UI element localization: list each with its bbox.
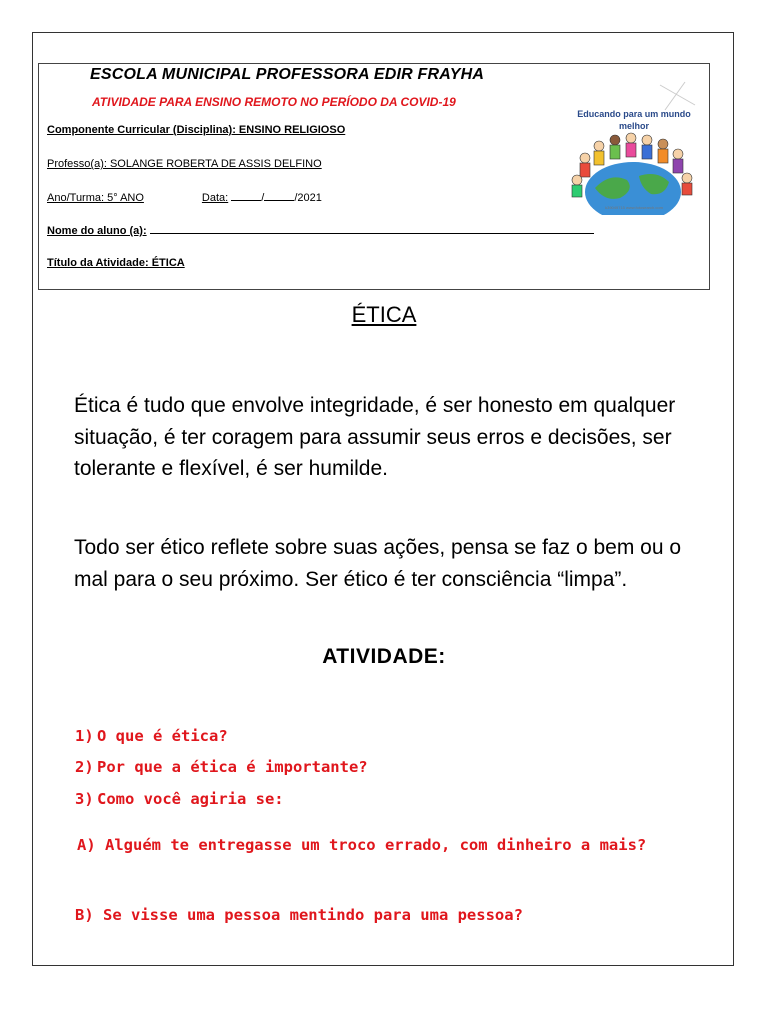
question-1 bbox=[75, 727, 228, 745]
activity-subtitle: ATIVIDADE PARA ENSINO REMOTO NO PERÍODO DA COVID-19 bbox=[92, 95, 456, 109]
question-text: Por que a ética é importante? bbox=[97, 758, 368, 776]
activity-title: Título da Atividade: ÉTICA bbox=[47, 257, 185, 269]
ethics-paragraph-2: Todo ser ético reflete sobre suas ações, pensa se faz o bem ou o mal para o seu próximo. Ser ético é ter consciência “limpa”. bbox=[74, 536, 682, 591]
logo-caption-line1: Educando para um mundo bbox=[577, 109, 691, 119]
student-name-line bbox=[47, 223, 594, 237]
student-name-label: Nome do aluno (a): bbox=[47, 225, 147, 237]
teacher-name: Professo(a): SOLANGE ROBERTA DE ASSIS DELFINO bbox=[47, 158, 322, 170]
curricular-component bbox=[47, 124, 345, 136]
logo-caption bbox=[565, 108, 703, 132]
question-text: Como você agiria se: bbox=[97, 790, 284, 808]
year-date-line: Ano/Turma: 5° ANO Data: / /2021 bbox=[47, 192, 322, 204]
school-logo bbox=[565, 80, 703, 215]
curricular-component-text: Componente Curricular (Disciplina): ENSINO RELIGIOSO bbox=[47, 124, 346, 136]
sub-question-b: B) Se visse uma pessoa mentindo para uma pessoa? bbox=[75, 906, 523, 924]
logo-watermark: k39049715 www.fotosearch.com bbox=[605, 205, 663, 210]
student-name-field[interactable] bbox=[150, 223, 594, 234]
question-2 bbox=[75, 758, 368, 776]
main-heading-text: ÉTICA bbox=[351, 302, 417, 327]
sub-question-a: A) Alguém te entregasse um troco errado, com dinheiro a mais? bbox=[77, 836, 647, 854]
activity-title-line bbox=[47, 257, 185, 269]
ethics-paragraph-1: Ética é tudo que envolve integridade, é ser honesto em qualquer situação, é ter coragem para assumir seus erros e decisões, ser tolerante e flexível, é ser humilde. bbox=[74, 394, 676, 480]
question-text: O que é ética? bbox=[97, 727, 228, 745]
question-number: 3) bbox=[75, 790, 94, 808]
question-number: 1) bbox=[75, 727, 94, 745]
question-number: 2) bbox=[75, 758, 94, 776]
activity-heading: ATIVIDADE: bbox=[322, 645, 446, 668]
date-year: /2021 bbox=[294, 192, 322, 204]
main-heading bbox=[0, 302, 768, 328]
year-class: Ano/Turma: 5° ANO bbox=[47, 192, 144, 204]
teacher-line bbox=[47, 158, 322, 170]
children-around-globe-icon bbox=[565, 80, 703, 215]
logo-caption-line2: melhor bbox=[618, 121, 649, 131]
date-month-blank[interactable] bbox=[264, 191, 294, 201]
school-name: ESCOLA MUNICIPAL PROFESSORA EDIR FRAYHA bbox=[90, 66, 485, 83]
question-3 bbox=[75, 790, 284, 808]
date-day-blank[interactable] bbox=[231, 191, 261, 201]
date-label: Data: bbox=[201, 192, 229, 204]
